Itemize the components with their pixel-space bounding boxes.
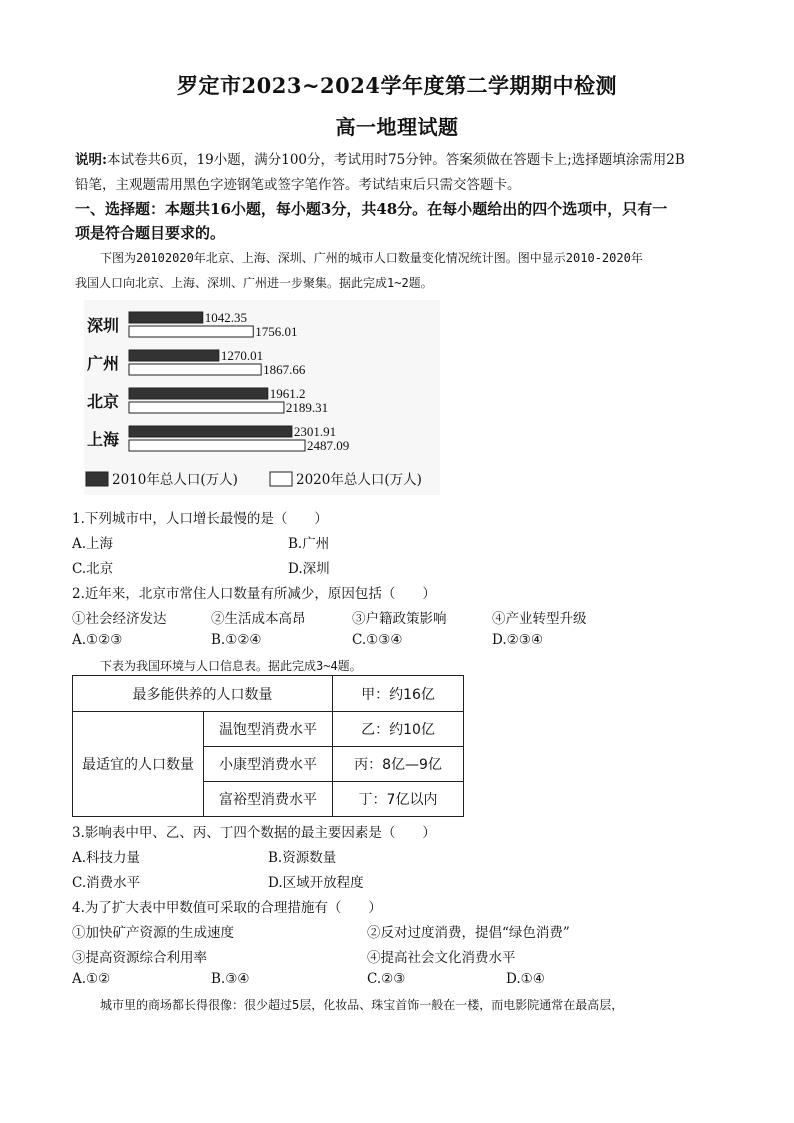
legend-swatch-2020 (270, 472, 292, 486)
q4-item-2: ②反对过度消费，提倡“绿色消费” (367, 925, 570, 941)
value-label: 1042.35 (204, 310, 248, 325)
legend-swatch-2010 (86, 472, 108, 486)
q2-option-c: C.①③④ (352, 632, 403, 648)
environment-population-table (72, 675, 464, 817)
value-label: 2301.91 (293, 424, 337, 439)
intro1-line1: 下图为20102020年北京、上海、深圳、广州的城市人口数量变化情况统计图。图中显示2010-2020年 (100, 251, 643, 265)
intro3: 城市里的商场都长得很像：很少超过5层，化妆品、珠宝首饰一般在一楼，而电影院通常在最高层， (100, 998, 624, 1012)
bar-2020 (129, 364, 261, 375)
table-cell-level: 温饱型消费水平 (204, 712, 333, 747)
q4-item-3: ③提高资源综合利用率 (72, 950, 207, 966)
instructions-text: 本试卷共6页，19小题，满分100分，考试用时75分钟。答案须做在答题卡上;选择题填涂需用2B (106, 152, 685, 168)
legend-label: 2020年总人口(万人) (296, 472, 422, 488)
q1-stem: 1.下列城市中，人口增长最慢的是（ ） (72, 511, 328, 527)
value-label: 1756.01 (255, 324, 298, 339)
section1-heading-line1: 一、选择题：本题共16小题，每小题3分，共48分。在每小题给出的四个选项中，只有一 (75, 200, 668, 218)
table-cell-label: 最多能供养的人口数量 (73, 676, 333, 712)
category-label: 广州 (87, 354, 120, 373)
q2-item-4: ④产业转型升级 (492, 611, 587, 627)
value-label: 2487.09 (307, 438, 350, 453)
category-label: 北京 (87, 392, 120, 411)
q4-option-a: A.①② (72, 971, 111, 987)
q4-option-c: C.②③ (367, 971, 406, 987)
bar-2010 (129, 350, 219, 361)
q3-option-b: B.资源数量 (268, 850, 337, 866)
chart-svg (84, 300, 440, 495)
table-cell-value: 丙：8亿—9亿 (333, 747, 464, 782)
table-row (73, 676, 464, 712)
intro2: 下表为我国环境与人口信息表。据此完成3~4题。 (100, 659, 362, 673)
q1-option-a: A.上海 (72, 536, 114, 552)
category-label: 深圳 (87, 316, 120, 335)
q3-option-d: D.区域开放程度 (268, 875, 364, 891)
table-row (73, 712, 464, 747)
q1-option-c: C.北京 (72, 561, 114, 577)
category-label: 上海 (87, 430, 120, 449)
population-bar-chart (84, 300, 440, 495)
value-label: 2189.31 (285, 400, 329, 415)
value-label: 1961.2 (269, 386, 306, 401)
q3-stem: 3.影响表中甲、乙、丙、丁四个数据的最主要因素是（ ） (72, 825, 436, 841)
table-cell-level: 小康型消费水平 (204, 747, 333, 782)
table-cell-level: 富裕型消费水平 (204, 782, 333, 817)
bar-2010 (129, 312, 203, 323)
exam-title: 罗定市2023~2024学年度第二学期期中检测 (177, 73, 617, 98)
bar-2010 (129, 388, 268, 399)
table-cell-value: 乙：约10亿 (333, 712, 464, 747)
q2-item-2: ②生活成本高昂 (211, 611, 306, 627)
q4-option-b: B.③④ (211, 971, 250, 987)
bar-2010 (129, 426, 292, 437)
bar-2020 (129, 326, 253, 337)
q2-item-3: ③户籍政策影响 (352, 611, 447, 627)
q4-stem: 4.为了扩大表中甲数值可采取的合理措施有（ ） (72, 900, 382, 916)
instructions-line2: 铅笔，主观题需用黑色字迹钢笔或签字笔作答。考试结束后只需交答题卡。 (75, 177, 521, 193)
q3-option-a: A.科技力量 (72, 850, 141, 866)
intro1-line2: 我国人口向北京、上海、深圳、广州进一步聚集。据此完成1~2题。 (75, 276, 433, 290)
q2-option-b: B.①②④ (211, 632, 262, 648)
q1-option-b: B.广州 (288, 536, 330, 552)
table-cell-value: 甲：约16亿 (333, 676, 464, 712)
table-cell-value: 丁：7亿以内 (333, 782, 464, 817)
legend-label: 2010年总人口(万人) (112, 472, 238, 488)
q1-option-d: D.深圳 (288, 561, 330, 577)
q4-option-d: D.①④ (506, 971, 545, 987)
section1-heading-line2: 项是符合题目要求的。 (75, 224, 226, 242)
table-cell-group-label: 最适宜的人口数量 (73, 712, 204, 817)
q2-option-d: D.②③④ (492, 632, 543, 648)
instructions-line1 (75, 148, 685, 168)
q4-item-1: ①加快矿产资源的生成速度 (72, 925, 234, 941)
q2-option-a: A.①②③ (72, 632, 123, 648)
q2-item-1: ①社会经济发达 (72, 611, 167, 627)
value-label: 1867.66 (263, 362, 306, 377)
q3-option-c: C.消费水平 (72, 875, 141, 891)
q2-stem: 2.近年来，北京市常住人口数量有所减少，原因包括（ ） (72, 586, 436, 602)
q4-item-4: ④提高社会文化消费水平 (367, 950, 516, 966)
value-label: 1270.01 (220, 348, 264, 363)
exam-subtitle: 高一地理试题 (335, 115, 459, 139)
instructions-label: 说明: (75, 152, 107, 168)
bar-2020 (129, 402, 284, 413)
bar-2020 (129, 440, 305, 451)
